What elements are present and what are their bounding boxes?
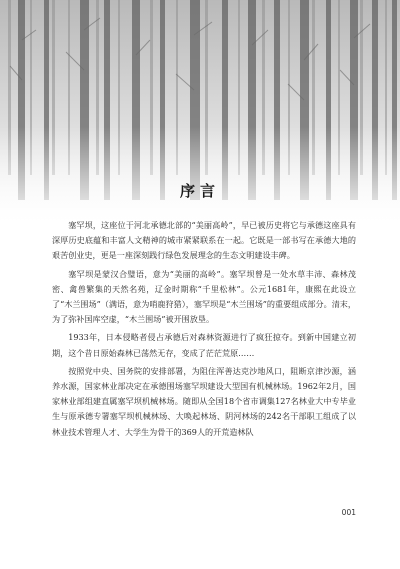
paragraph-3: 1933年，日本侵略者侵占承德后对森林资源进行了疯狂掠夺。到新中国建立初期，这个昔日原始森林已荡然无存，变成了茫茫荒原…… <box>52 332 356 358</box>
page-number: 001 <box>341 508 356 517</box>
paragraph-1: 塞罕坝，这座位于河北承德北部的“美丽高岭”，早已被历史将它与承德这座具有深厚历史底蕴和丰富人文精神的城市紧紧联系在一起。它既是一部书写在承德大地的艰苦创业史，更是一座深刻践行绿色发展理念的生态文明建设丰碑。 <box>52 220 356 261</box>
page-title: 序言 <box>179 182 220 200</box>
paragraph-4: 按照党中央、国务院的安排部署，为阻住浑善达克沙地风口，阻断京津沙源，涵养水源，国家林业部决定在承德围场塞罕坝建设大型国有机械林场。1962年2月，国家林业部组建直属塞罕坝机械林场。随即从全国18个省市调集127名林业大中专毕业生与原承德专署塞罕坝机械林场、大唤起林场、阴河林场的242名干部职工组成了以林业技术管理人才、大学生为骨干的369人的开荒造林队 <box>52 365 356 437</box>
body-text <box>52 218 356 443</box>
paragraph-2: 塞罕坝是蒙汉合璧语，意为“美丽的高岭”。塞罕坝曾是一处水草丰沛、森林茂密、禽兽繁集的天然名苑，辽金时期称“千里松林”。公元1681年，康熙在此设立了“木兰围场”（满语，意为哨鹿狩猎），塞罕坝是“木兰围场”的重要组成部分。清末，为了弥补国库空虚，“木兰围场”被开围放垦。 <box>52 268 356 325</box>
